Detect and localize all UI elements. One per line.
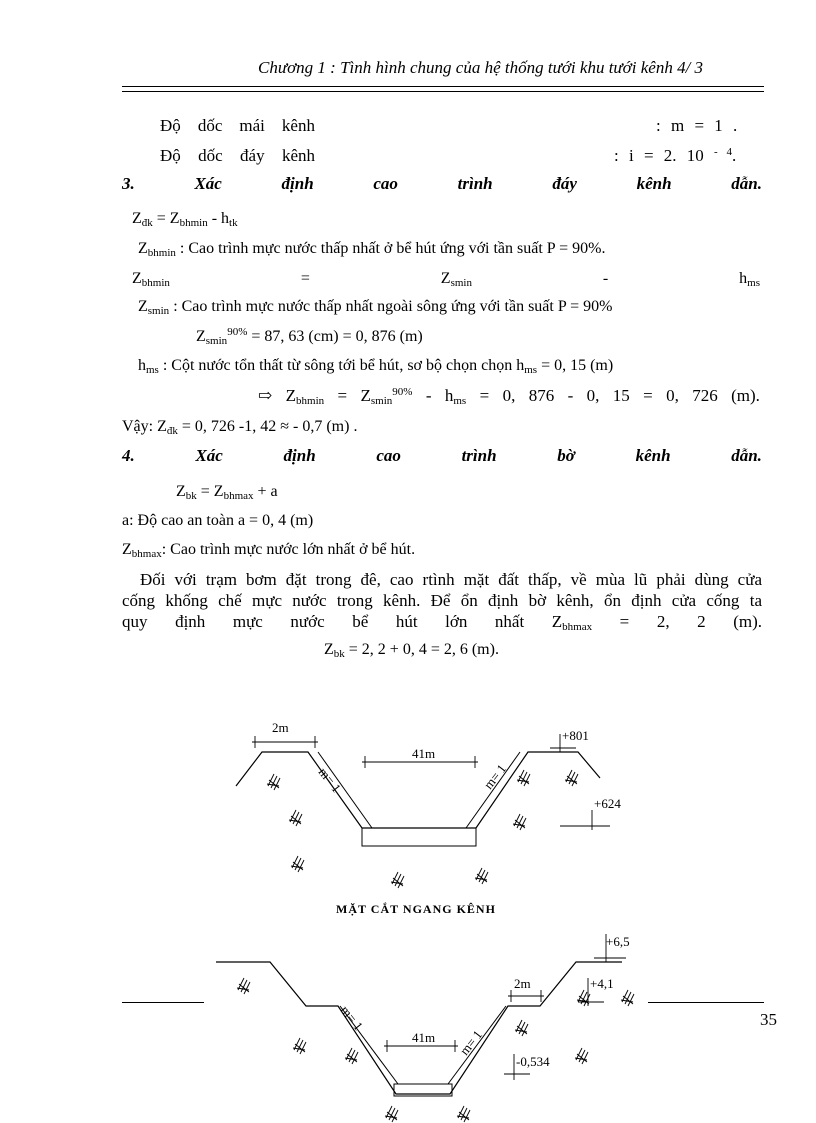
word: Độ bbox=[160, 116, 181, 135]
figure-1-canal-section bbox=[236, 720, 621, 888]
fig1-top-width: 2m bbox=[272, 720, 289, 735]
equation-z-bk: $Z_{bk} = Z_{bhmax} + a$ bbox=[176, 483, 278, 502]
section-4-heading: 4. Xác định cao trình bờ kênh dẫn. bbox=[122, 446, 762, 465]
definition-z-bhmin: $Z_{bhmin}$ : Cao trình mực nước thấp nhất ở bể hút ứng với tần suất P = 90%. bbox=[138, 240, 606, 259]
paragraph-line-1: Đối với trạm bơm đặt trong đê, cao rtình mặt đất thấp, về mùa lũ phải dùng cửa bbox=[140, 570, 762, 589]
fig2-elevation-water: -0,534 bbox=[516, 1054, 550, 1069]
fig1-elevation-top: +801 bbox=[562, 728, 589, 743]
paragraph-line-2: cống khống chế mực nước trong kênh. Để ổn định bờ kênh, ổn định cửa cống ta bbox=[122, 591, 762, 610]
definition-z-bhmax: $Z_{bhmax}$: Cao trình mực nước lớn nhất ở bể hút. bbox=[122, 541, 416, 560]
fig2-elevation-berm: +4,1 bbox=[590, 976, 614, 991]
paragraph-line-3: quy định mực nước bể hút lớn nhất $Z_{bhmax}$ = 2, 2 (m). bbox=[122, 612, 762, 633]
conclusion-z-dk: Vậy: $Z_{đk} = 0$, 726 -1, 42 ≈ - 0,7 (m) . bbox=[122, 418, 358, 437]
figure-2-canal-section bbox=[216, 934, 634, 1122]
calculation-z-bhmin: ⇨ $Z_{bhmin}$ = $Z_{smin}^{90\%}$ - $h_{ms}$ = 0, 876 - 0, 15 = 0, 726 (m). bbox=[258, 386, 760, 407]
word: kênh bbox=[281, 146, 315, 165]
fig2-bottom-width: 41m bbox=[412, 1030, 436, 1045]
fig1-elevation-water: +624 bbox=[594, 796, 621, 811]
word: đáy bbox=[240, 146, 265, 165]
equation-z-bhmin: $Z_{bhmin}$ = $Z_{smin}$ - $h_{ms}$ bbox=[132, 270, 760, 289]
footer-rule-left bbox=[122, 1002, 204, 1003]
slope-bottom-value: : i = 2. 10 $^{- 4}$. bbox=[614, 146, 737, 165]
figure-caption-cut: MẶT CẮT NGANG KÊNH bbox=[336, 902, 496, 916]
word: Độ bbox=[160, 146, 181, 165]
page-number: 35 bbox=[760, 1010, 777, 1029]
fig2-slope-right: m= 1 bbox=[456, 1027, 486, 1058]
result-z-bk: $Z_{bk} = 2$, 2 + 0, 4 = 2, 6 (m). bbox=[324, 641, 499, 660]
fig1-slope-left: m= 1 bbox=[315, 764, 345, 796]
fig2-elevation-top: +6,5 bbox=[606, 934, 630, 949]
definition-h-ms: $h_{ms}$ : Cột nước tổn thất từ sông tới bể hút, sơ bộ chọn chọn $h_{ms} = 0$, 15 (m) bbox=[138, 357, 614, 376]
value-z-smin: $Z_{smin}^{90\%} = 87$, 63 (cm) = 0, 876 (m) bbox=[196, 326, 423, 347]
definition-z-smin: $Z_{smin}$ : Cao trình mực nước thấp nhất ngoài sông ứng với tần suất P = 90% bbox=[138, 298, 613, 317]
slope-side-value: : m = 1 . bbox=[656, 116, 738, 135]
word: dốc bbox=[197, 116, 223, 135]
fig2-slope-left: m= 1 bbox=[337, 1002, 367, 1034]
word: mái bbox=[239, 116, 265, 135]
word: dốc bbox=[198, 146, 223, 165]
chapter-header: Chương 1 : Tình hình chung của hệ thống tưới khu tưới kênh 4/ 3 bbox=[258, 58, 704, 77]
definition-a: a: Độ cao an toàn a = 0, 4 (m) bbox=[122, 512, 314, 529]
section-3-heading: 3. Xác định cao trình đáy kênh dẫn. bbox=[122, 174, 762, 193]
equation-z-dk: $Z_{đk} = Z_{bhmin} - h_{tk}$ bbox=[132, 210, 238, 229]
fig2-berm-width: 2m bbox=[514, 976, 531, 991]
footer-rule-right bbox=[648, 1002, 764, 1003]
fig1-bottom-width: 41m bbox=[412, 746, 436, 761]
word: kênh bbox=[281, 116, 315, 135]
fig1-slope-right: m= 1 bbox=[480, 761, 510, 792]
